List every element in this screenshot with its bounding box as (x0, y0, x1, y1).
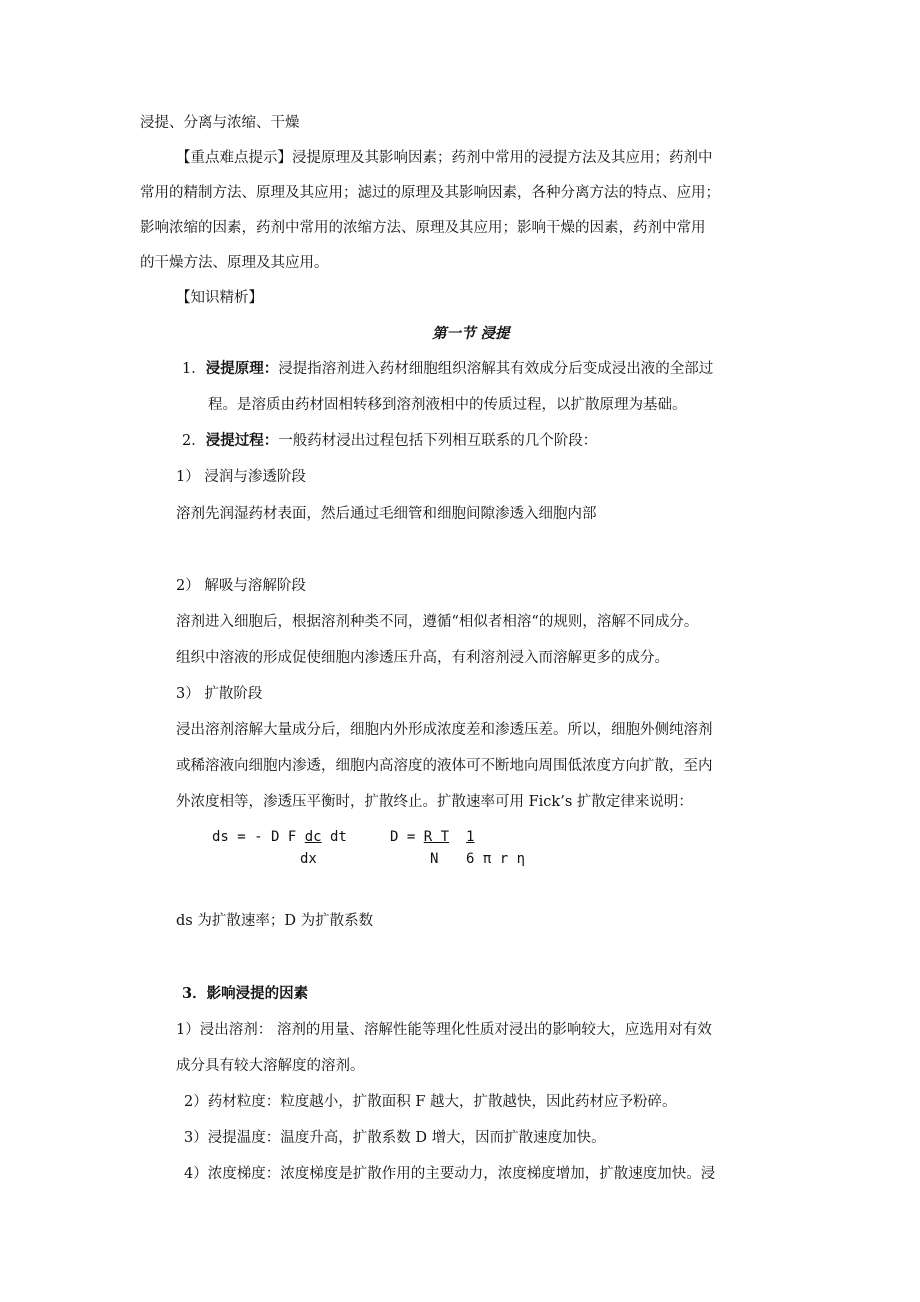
item-2-line (182, 431, 597, 451)
formula-fick-denominator: dx (300, 851, 317, 867)
keypoints-line-2: 常用的精制方法、原理及其应用；滤过的原理及其影响因素，各种分离方法的特点、应用； (140, 185, 720, 201)
stage-2-heading: 2） 解吸与溶解阶段 (176, 578, 306, 594)
item-1-text-1: 浸提指溶剂进入药材细胞组织溶解其有效成分后变成浸出液的全部过 (278, 361, 714, 377)
document-header: 浸提、分离与浓缩、干燥 (140, 115, 300, 131)
item-2-term: 浸提过程： (205, 432, 279, 449)
section-title: 第一节 浸提 (432, 325, 510, 342)
formula-note: ds 为扩散速率；D 为扩散系数 (176, 913, 374, 929)
keypoints-line-1: 【重点难点提示】浸提原理及其影响因素；药剂中常用的浸提方法及其应用；药剂中 (176, 150, 713, 166)
stage-3-text-1: 浸出溶剂溶解大量成分后，细胞内外形成浓度差和渗透压差。所以，细胞外侧纯溶剂 (176, 722, 713, 738)
stage-3-heading: 3） 扩散阶段 (176, 686, 263, 702)
stage-1-heading: 1） 浸润与渗透阶段 (176, 469, 306, 485)
formula-stokes-denominator: 6 π r η (466, 851, 526, 867)
formula-fick-dt: dt (321, 829, 347, 845)
keypoints-line-4: 的干燥方法、原理及其应用。 (140, 255, 329, 271)
factor-2: 2）药材粒度：粒度越小，扩散面积 F 越大，扩散越快，因此药材应予粉碎。 (184, 1094, 677, 1110)
item-1-line-2: 程。是溶质由药材固相转移到溶剂液相中的传质过程，以扩散原理为基础。 (208, 397, 687, 413)
formula-fick-left: ds = - D F (212, 829, 305, 845)
factor-3: 3）浸提温度：温度升高，扩散系数 D 增大，因而扩散速度加快。 (184, 1130, 606, 1146)
stage-1-text: 溶剂先润湿药材表面，然后通过毛细管和细胞间隙渗透入细胞内部 (176, 506, 597, 522)
formula-stokes-numerator: 1 (466, 829, 475, 845)
item-1-term: 浸提原理： (205, 360, 279, 377)
stage-2-text-2: 组织中溶液的形成促使细胞内渗透压升高，有利溶剂浸入而溶解更多的成分。 (176, 650, 669, 666)
item-2-text: 一般药材浸出过程包括下列相互联系的几个阶段： (278, 433, 598, 449)
stage-3-text-3: 外浓度相等，渗透压平衡时，扩散终止。扩散速率可用 Fick’s 扩散定律来说明： (176, 794, 693, 810)
keypoints-line-3: 影响浓缩的因素，药剂中常用的浓缩方法、原理及其应用；影响干燥的因素，药剂中常用 (140, 220, 706, 236)
formula-diffusion-coefficient (390, 828, 449, 846)
item-1-number: 1． (182, 361, 206, 377)
formula-fick (212, 828, 347, 846)
stage-3-text-2: 或稀溶液向细胞内渗透，细胞内高溶度的液体可不断地向周围低浓度方向扩散，至内 (176, 758, 713, 774)
analysis-label: 【知识精析】 (176, 290, 263, 306)
factor-1-line-1: 1）浸出溶剂： 溶剂的用量、溶解性能等理化性质对浸出的影响较大，应选用对有效 (176, 1022, 712, 1038)
item-3-heading (182, 984, 308, 1004)
formula-d-denominator: N (430, 851, 439, 867)
formula-d-numerator: R T (423, 829, 450, 845)
stage-2-text-1: 溶剂进入细胞后，根据溶剂种类不同，遵循“相似者相溶“的规则，溶解不同成分。 (176, 614, 699, 630)
item-3-term: 影响浸提的因素 (206, 985, 309, 1002)
item-2-number: 2． (182, 433, 206, 449)
item-3-number: 3． (182, 985, 207, 1002)
factor-1-line-2: 成分具有较大溶解度的溶剂。 (176, 1058, 365, 1074)
factor-4: 4）浓度梯度：浓度梯度是扩散作用的主要动力，浓度梯度增加，扩散速度加快。浸 (184, 1166, 716, 1182)
item-1-line-1 (182, 359, 713, 379)
formula-d-left: D = (390, 829, 424, 845)
formula-fick-numerator: dc (304, 829, 322, 845)
